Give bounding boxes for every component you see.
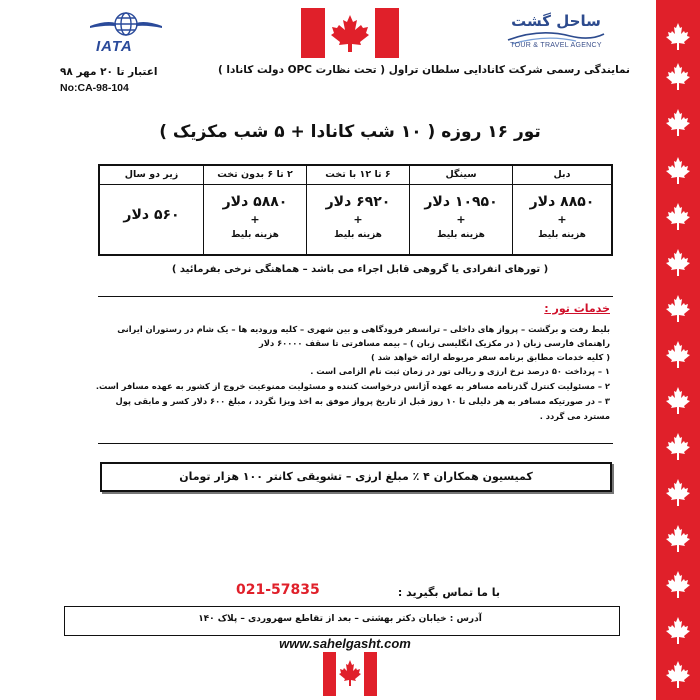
agency-name: ساحل گشت: [511, 12, 601, 30]
price-value: ۵۸۸۰ دلار: [222, 194, 288, 210]
agency-tagline: TOUR & TRAVEL AGENCY: [510, 42, 602, 49]
address-text: آدرس : خیابان دکتر بهشتی – بعد از تقاطع سهروردی – پلاک ۱۴۰: [198, 614, 482, 624]
license-number: No:CA-98-104: [60, 82, 129, 94]
plus-sign: +: [250, 213, 260, 226]
service-line: ۳ – در صورتیکه مسافر به هر دلیلی تا ۱۰ روز قبل از تاریخ پرواز موفق به اخذ ویزا نگردد ، مبلغ ۶۰۰ دلار کسر و مابقی پول: [115, 396, 610, 406]
service-line: بلیط رفت و برگشت – پرواز های داخلی – ترانسفر فرودگاهی و بین شهری – کلیه ورودیه ها – یک شام در رستوران ایرانی: [117, 324, 610, 334]
price-column: [512, 166, 611, 254]
tour-title: تور ۱۶ روزه ( ۱۰ شب کانادا + ۵ شب مکزیک ): [159, 122, 541, 142]
maple-leaf-icon: [663, 294, 693, 324]
maple-leaf-icon: [663, 478, 693, 508]
service-line: ۲ – مسئولیت کنترل گذرنامه مسافر به عهده آژانس درخواست کننده و مسئولیت ممنوعیت خروج از کشور به عهده مسافر است.: [95, 381, 610, 391]
price-column: [306, 166, 409, 254]
contact-label: با ما تماس بگیرید :: [397, 586, 500, 599]
validity-date: اعتبار تا ۲۰ مهر ۹۸: [60, 66, 158, 78]
price-column: [100, 166, 203, 254]
maple-leaf-icon: [663, 432, 693, 462]
maple-leaf-icon: [663, 108, 693, 138]
maple-leaf-icon: [663, 660, 693, 690]
iata-label: IATA: [96, 38, 133, 55]
price-value: ۸۸۵۰ دلار: [529, 194, 595, 210]
price-column-header: ۲ تا ۶ بدون تخت: [204, 166, 306, 185]
canada-flag-icon: [323, 652, 377, 696]
maple-leaf-icon: [663, 22, 693, 52]
service-line: راهنمای فارسی زبان ( در مکزیک انگلیسی زبان ) – بیمه مسافرتی تا سقف ۶۰۰۰۰ دلار: [258, 338, 610, 348]
price-table: [98, 164, 613, 256]
maple-leaf-icon: [663, 616, 693, 646]
ticket-fee-label: هزینه بلیط: [334, 230, 382, 240]
contact-phone[interactable]: 021-57835: [236, 582, 320, 598]
maple-leaf-icon: [663, 202, 693, 232]
maple-leaf-icon: [663, 570, 693, 600]
maple-leaf-icon: [663, 386, 693, 416]
maple-leaf-icon: [663, 156, 693, 186]
ticket-fee-label: هزینه بلیط: [231, 230, 279, 240]
service-line: ۱ – پرداخت ۵۰ درصد نرخ ارزی و ریالی تور در زمان ثبت نام الزامی است .: [310, 366, 610, 376]
service-line: ( کلیه خدمات مطابق برنامه سفر مربوطه ارائه خواهد شد ): [371, 352, 610, 362]
price-value: ۱۰۹۵۰ دلار: [424, 194, 498, 210]
price-column-header: سینگل: [410, 166, 512, 185]
ticket-fee-label: هزینه بلیط: [538, 230, 586, 240]
plus-sign: +: [456, 213, 466, 226]
individual-tour-note: ( تورهای انفرادی یا گروهی قابل اجراء می باشد – هماهنگی نرخی بفرمائید ): [171, 264, 549, 275]
maple-leaf-icon: [663, 524, 693, 554]
price-column-header: زیر دو سال: [100, 166, 203, 185]
plus-sign: +: [353, 213, 363, 226]
price-column-header: دبل: [513, 166, 611, 185]
plus-sign: +: [557, 213, 567, 226]
maple-leaf-icon: [663, 248, 693, 278]
price-value: ۵۶۰ دلار: [123, 207, 180, 223]
price-value: ۶۹۲۰ دلار: [325, 194, 391, 210]
representative-line: نمایندگی رسمی شرکت کانادایی سلطان تراول ( تحت نظارت OPC دولت کانادا ): [217, 64, 630, 76]
website-link[interactable]: www.sahelgasht.com: [279, 636, 411, 651]
commission-banner: کمیسیون همکاران ۴ ٪ مبلغ ارزی – تشویقی کانتر ۱۰۰ هزار تومان: [100, 462, 612, 492]
services-title: خدمات تور :: [544, 302, 610, 315]
ticket-fee-label: هزینه بلیط: [437, 230, 485, 240]
service-line: مسترد می گردد .: [539, 411, 610, 421]
price-column: [203, 166, 306, 254]
price-column: [409, 166, 512, 254]
canada-border-strip: [656, 0, 700, 700]
canada-flag-icon: [301, 8, 399, 58]
price-column-header: ۶ تا ۱۲ با تخت: [307, 166, 409, 185]
maple-leaf-icon: [663, 340, 693, 370]
maple-leaf-icon: [663, 62, 693, 92]
